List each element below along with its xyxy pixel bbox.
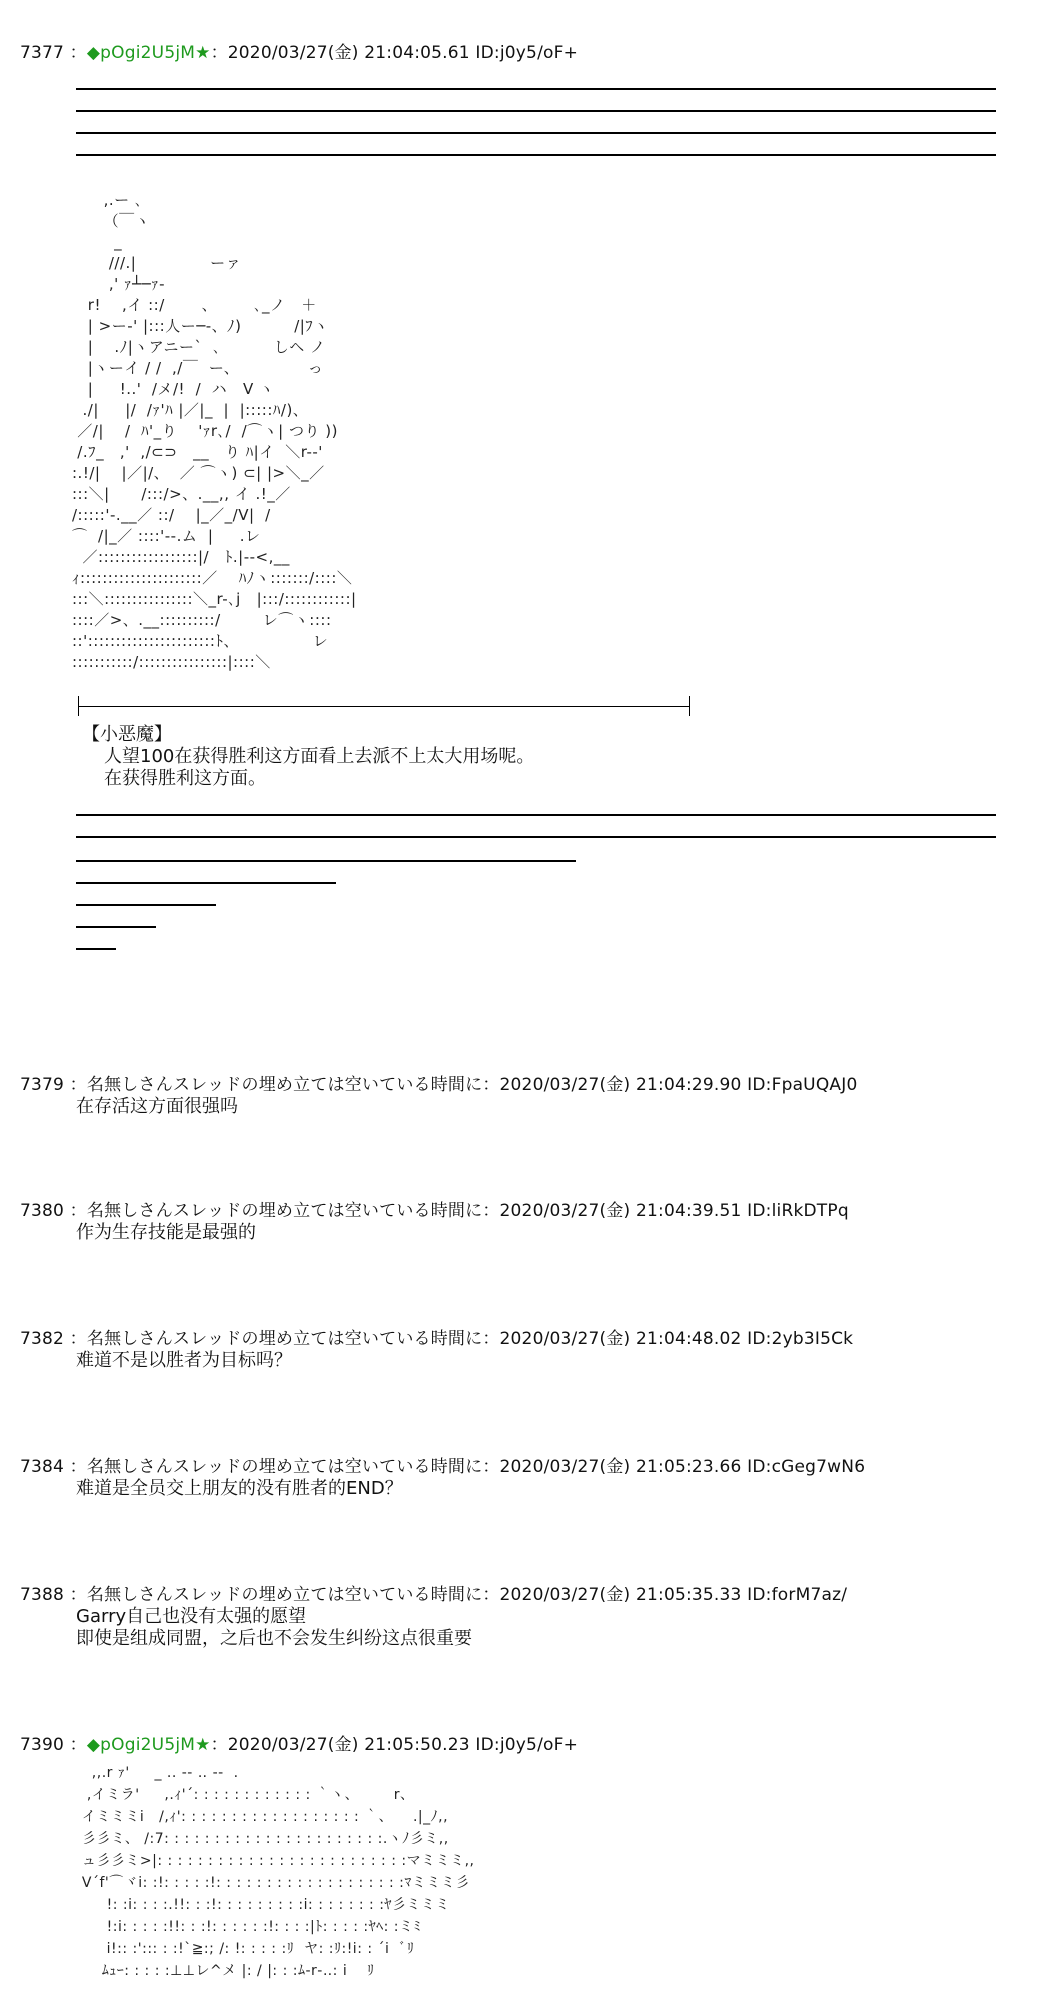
post-separator: ： bbox=[64, 1585, 87, 1605]
post-body-line: 作为生存技能是最强的 bbox=[76, 1222, 256, 1243]
divider-rule bbox=[76, 154, 996, 156]
poster-name: 名無しさんスレッドの埋め立ては空いている時間に bbox=[86, 1201, 483, 1221]
divider-rule bbox=[76, 814, 996, 816]
poster-name: 名無しさんスレッドの埋め立ては空いている時間に bbox=[86, 1457, 483, 1477]
poster-name: 名無しさんスレッドの埋め立ては空いている時間に bbox=[86, 1585, 483, 1605]
post-separator: ： bbox=[64, 43, 87, 63]
post-number: 7379 bbox=[20, 1075, 65, 1095]
post-body-line: 难道是全员交上朋友的没有胜者的END？ bbox=[76, 1478, 403, 1499]
post-separator: ： bbox=[64, 1457, 87, 1477]
post-meta: ：2020/03/27(金) 21:04:48.02 ID:2yb3I5Ck bbox=[482, 1329, 854, 1349]
ascii-art-character: ,.ー ､ （￣ヽ _ ///.| ーァ ,' ｧ┴─ｧ- r! ,イ ::/ 、 ､_ノ ＋ | >ー-' |:::人ー─-、ﾉ) /|ﾌヽ | .ﾉ|ヽアニー` ､ しヘ ノ |ヽーイ / / ,/￣ ー、 っ | !..' /メ/! / ハ V ヽ ./| |/ /ｧ'ﾊ |／|_ | |:::::ﾊ/)、 ／/| / ﾊ'_り 'ｧr､/ /⌒ヽ| つり )) /.ﾌ_ ,' ,/⊂⊃ __ り ﾊ|イ ＼r-‐' :.!/| |／|/、 ／ ⌒ヽ) ⊂| |>＼_／ :::＼| /:::/>、.__,, イ .!_／ /:::::'-.__／ ::/ |_／_/V| / ⌒ /|_／ ::::'‐-.ム | .レ ／::::::::::::::::::|/ ﾄ.|-‐<,__ ｨ::::::::::::::::::::::／ ﾊﾉヽ:::::::/::::＼ :::＼::::::::::::::::＼_r-､j |:::/::::::::::::| ::::／>、.__::::::::::/ レ⌒ヽ:::: ::':::::::::::::::::::::::ﾄ、 レ :::::::::::/::::::::::::::::|::::＼ bbox=[72, 191, 357, 671]
divider-rule bbox=[76, 882, 336, 884]
ascii-art-character-2: ,,.r ｧ' _ .. -‐ ‥ ‐- . ,イミラ' ,.ｨ'´: : : : : : : : : : : : ｀ヽ、 r、 イミミミi /,ｨ': : : : : : : : : : : : : : : : : : ｀、 .|_ﾉ,, 彡彡ミ、 /:7: : : : : : : : : : : : : : : : : : : : : :.ヽﾉ彡ミ,, ュ彡彡ミ>|: : : : : : : : : : : : : : : : : : : : : : : : :マミミミ,, V´f'⌒ヾi: :!: : : : :!: : : : : : : : : : : : : : : : : : :ﾏミミミ彡 !: :i: : : :.!!: : :!: : : : : : : : :i: : : : : : : :ﾔ彡ミミミ !:i: : : : :!!: : :!: : : : : :!: : : :|ﾄ: : : : :ﾔﾍ: :ミﾐ i!:: :'::: : :!`≧:; /: !: : : : :ﾘ ヤ: :ﾘ:!i: : ´i ﾞﾘ ﾑｭｰ: : : : :⊥⊥レ^メ |: / |: : :ﾑ‐r‐‥: i ﾘ bbox=[81, 1765, 475, 1979]
divider-rule bbox=[76, 132, 996, 134]
post-meta: ：2020/03/27(金) 21:05:23.66 ID:cGeg7wN6 bbox=[482, 1457, 866, 1477]
bracket-tick-left bbox=[78, 696, 79, 716]
post-meta: ：2020/03/27(金) 21:05:50.23 ID:j0y5/oF+ bbox=[210, 1735, 579, 1755]
post-meta: ：2020/03/27(金) 21:04:39.51 ID:liRkDTPq bbox=[482, 1201, 849, 1221]
divider-rule bbox=[76, 110, 996, 112]
post-number: 7382 bbox=[20, 1329, 65, 1349]
post-body-line: 即使是组成同盟，之后也不会发生纠纷这点很重要 bbox=[76, 1628, 472, 1649]
post-separator: ： bbox=[64, 1735, 87, 1755]
trip-code[interactable]: pOgi2U5jM bbox=[100, 43, 196, 63]
divider-rule bbox=[76, 948, 116, 950]
post-number: 7384 bbox=[20, 1457, 65, 1477]
post-meta: ：2020/03/27(金) 21:05:35.33 ID:forM7az/ bbox=[482, 1585, 848, 1605]
post-header-7377 bbox=[20, 38, 578, 63]
post-number: 7380 bbox=[20, 1201, 65, 1221]
post-body-line: 在存活这方面很强吗 bbox=[76, 1096, 238, 1117]
star-icon: ★ bbox=[195, 1735, 211, 1755]
post-meta: ：2020/03/27(金) 21:04:29.90 ID:FpaUQAJ0 bbox=[482, 1075, 858, 1095]
trip-diamond-icon: ◆ bbox=[86, 43, 101, 63]
post-separator: ： bbox=[64, 1201, 87, 1221]
bracket-line bbox=[78, 706, 690, 707]
divider-rule bbox=[76, 926, 156, 928]
post-separator: ： bbox=[64, 1075, 87, 1095]
poster-name: 名無しさんスレッドの埋め立ては空いている時間に bbox=[86, 1075, 483, 1095]
poster-name: 名無しさんスレッドの埋め立ては空いている時間に bbox=[86, 1329, 483, 1349]
post-separator: ： bbox=[64, 1329, 87, 1349]
post-meta: ：2020/03/27(金) 21:04:05.61 ID:j0y5/oF+ bbox=[210, 43, 579, 63]
dialogue-line: 人望100在获得胜利这方面看上去派不上太大用场呢。 bbox=[104, 746, 535, 767]
divider-rule bbox=[76, 860, 576, 862]
divider-rule bbox=[76, 836, 996, 838]
dialogue-line: 在获得胜利这方面。 bbox=[104, 768, 266, 789]
trip-code[interactable]: pOgi2U5jM bbox=[100, 1735, 196, 1755]
post-number: 7377 bbox=[20, 43, 65, 63]
divider-rule bbox=[76, 88, 996, 90]
divider-rule bbox=[76, 904, 216, 906]
post-body-line: Garry自己也没有太强的愿望 bbox=[76, 1606, 307, 1627]
post-number: 7390 bbox=[20, 1735, 65, 1755]
trip-diamond-icon: ◆ bbox=[86, 1735, 101, 1755]
speaker-label: 【小恶魔】 bbox=[82, 724, 172, 745]
post-body-line: 难道不是以胜者为目标吗？ bbox=[76, 1350, 292, 1371]
bracket-tick-right bbox=[689, 696, 690, 716]
post-number: 7388 bbox=[20, 1585, 65, 1605]
star-icon: ★ bbox=[195, 43, 211, 63]
post-header-7390 bbox=[20, 1730, 578, 1755]
